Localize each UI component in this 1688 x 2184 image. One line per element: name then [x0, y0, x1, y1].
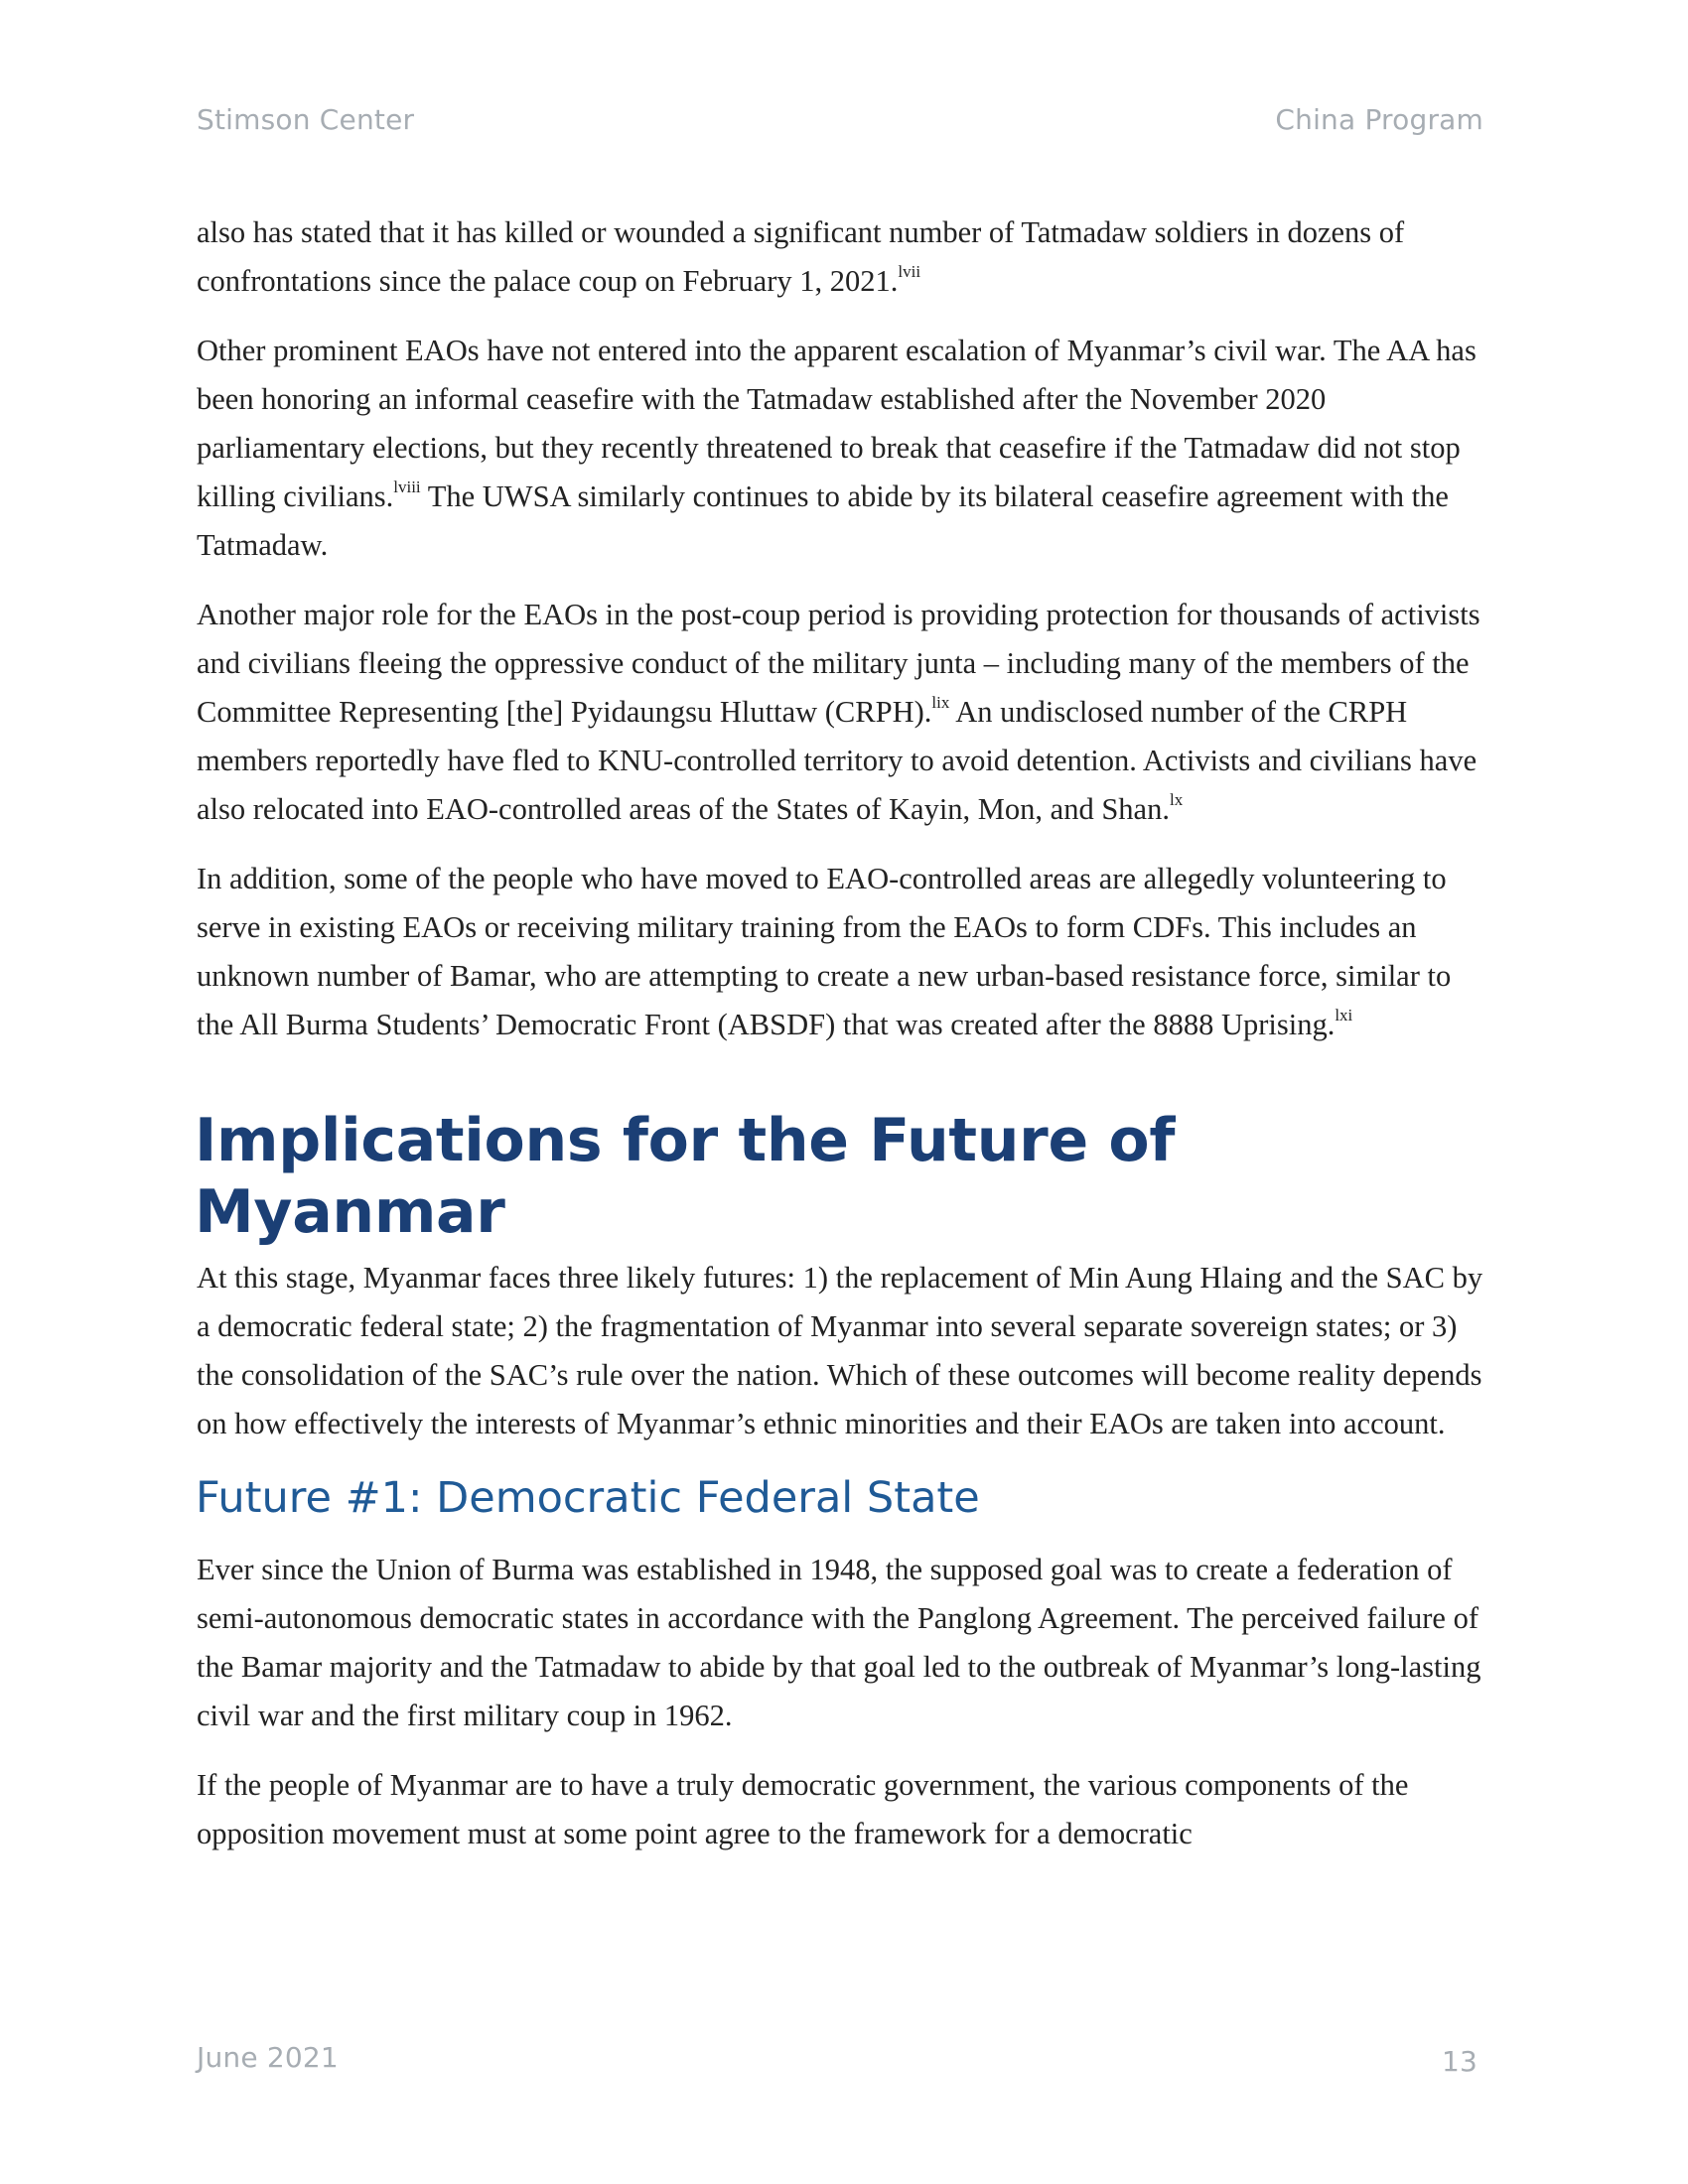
endnote-ref-lviii[interactable]: lviii [393, 478, 421, 496]
paragraph-2 [197, 327, 1493, 570]
subsection-heading-future-1: Future #1: Democratic Federal State [196, 1473, 980, 1523]
paragraph-3-text-a: Another major role for the EAOs in the post-coup period is providing protection for thousands of activists and civilians fleeing the oppressive conduct of the military junta – including many of the members of the Committee Representing [the] Pyidaungsu Hluttaw (CRPH). [197, 598, 1480, 729]
paragraph-6: Ever since the Union of Burma was established in 1948, the supposed goal was to create a federation of semi-autonomous democratic states in accordance with the Panglong Agreement. The perceived failure of the Bamar majority and the Tatmadaw to abide by that goal led to the outbreak of Myanmar’s long-lasting civil war and the first military coup in 1962. [197, 1553, 1481, 1732]
paragraph-4 [197, 855, 1493, 1049]
endnote-ref-lx[interactable]: lx [1169, 790, 1184, 809]
paragraph-3 [197, 591, 1493, 834]
footer-page-number: 13 [1441, 2045, 1477, 2078]
paragraph-2-text-a: Other prominent EAOs have not entered into the apparent escalation of Myanmar’s civil war. The AA has been honoring an informal ceasefire with the Tatmadaw established after the November 2020 parliamentary elections, but they recently threatened to break that ceasefire if the Tatmadaw did not stop killing civilians. [197, 334, 1477, 513]
header-program: China Program [1275, 103, 1483, 136]
paragraph-7: If the people of Myanmar are to have a truly democratic government, the various components of the opposition movement must at some point agree to the framework for a democratic [197, 1768, 1409, 1850]
paragraph-1-text: also has stated that it has killed or wounded a significant number of Tatmadaw soldiers in dozens of confrontations since the palace coup on February 1, 2021. [197, 215, 1405, 298]
header-organization: Stimson Center [197, 103, 415, 136]
page-body [197, 208, 1493, 1879]
endnote-ref-lxi[interactable]: lxi [1335, 1006, 1353, 1024]
paragraph-4-text: In addition, some of the people who have moved to EAO-controlled areas are allegedly volunteering to serve in existing EAOs or receiving military training from the EAOs to form CDFs. This includes an unknown number of Bamar, who are attempting to create a new urban-based resistance force, similar to the All Burma Students’ Democratic Front (ABSDF) that was created after the 8888 Uprising. [197, 862, 1452, 1041]
paragraph-3-text-b: An undisclosed number of the CRPH members reportedly have fled to KNU-controlled territory to avoid detention. Activists and civilians have also relocated into EAO-controlled areas of the States of Kayin, Mon, and Shan. [197, 695, 1477, 826]
paragraph-1 [197, 208, 1493, 306]
paragraph-2-text-b: The UWSA similarly continues to abide by its bilateral ceasefire agreement with the Tatmadaw. [197, 479, 1449, 562]
paragraph-5: At this stage, Myanmar faces three likely futures: 1) the replacement of Min Aung Hlaing and the SAC by a democratic federal state; 2) the fragmentation of Myanmar into several separate sovereign states; or 3) the consolidation of the SAC’s rule over the nation. Which of these outcomes will become reality depends on how effectively the interests of Myanmar’s ethnic minorities and their EAOs are taken into account. [197, 1261, 1483, 1440]
endnote-ref-lix[interactable]: lix [931, 693, 950, 712]
section-heading-implications: Implications for the Future of Myanmar [195, 1106, 1176, 1247]
endnote-ref-lvii[interactable]: lvii [898, 262, 921, 281]
footer-date: June 2021 [197, 2041, 339, 2074]
